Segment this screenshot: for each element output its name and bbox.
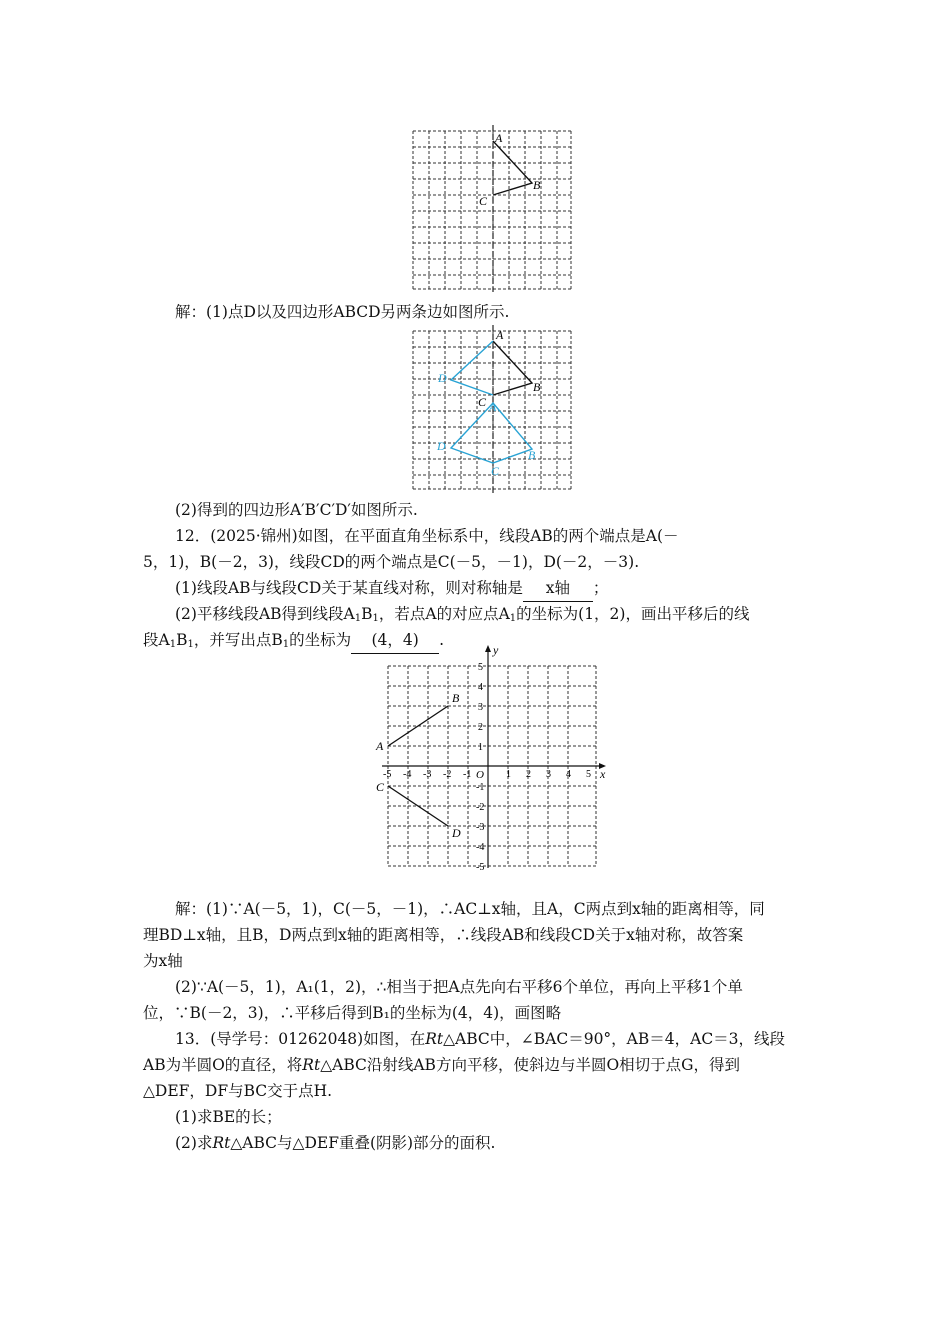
coordinate-graph [372, 640, 617, 870]
text: (2)平移线段AB得到线段A [175, 605, 355, 623]
q11-solution-2: (2)得到的四边形A′B′C′D′如图所示. [175, 501, 418, 519]
x-tick: -1 [463, 769, 472, 780]
y-tick: -1 [476, 782, 485, 793]
q12-part1-answer: x轴 [523, 575, 593, 602]
label-B2: B [528, 448, 536, 462]
label-D2: D [437, 439, 446, 453]
segment-ABC [493, 141, 532, 195]
text: ，并写出点B [193, 631, 283, 649]
x-tick: 4 [566, 769, 571, 780]
text: Rt [212, 1134, 231, 1152]
text: △ABC沿射线AB方向平移，使斜边与半圆O相切于点G，得到 [320, 1056, 741, 1074]
point-A-label: A [376, 739, 384, 753]
q12-part2-line2: 段$A_1B_1$，并写出点$B_1$的坐标为 (4，4) . [143, 627, 808, 658]
subscript: 1 [509, 613, 517, 624]
text: Rt [302, 1056, 321, 1074]
q13-part1: (1)求BE的长； [175, 1108, 282, 1126]
text: 13．(导学号：01262048)如图，在 [175, 1030, 426, 1048]
x-tick: 1 [506, 769, 511, 780]
q13-stem-line3: △DEF，DF与BC交于点H. [143, 1082, 333, 1100]
q12-solution-line1: 解：(1)∵A(－5，1)，C(－5，－1)，∴AC⊥x轴，且A，C两点到x轴的距离相等，同 [175, 900, 765, 918]
x-tick: 3 [546, 769, 551, 780]
subscript: 1 [187, 639, 194, 650]
origin-label: O [476, 769, 484, 781]
label-A2: A [489, 400, 497, 414]
subscript: 1 [282, 639, 290, 650]
subscript: 1 [372, 613, 379, 624]
q12-stem-line1: 12．(2025·锦州)如图，在平面直角坐标系中，线段AB的两个端点是A(－ [175, 527, 679, 545]
text: 的坐标为(1，2)，画出平移后的线 [516, 605, 750, 623]
text: AB为半圆O的直径，将 [143, 1056, 303, 1074]
y-tick: -2 [476, 802, 485, 813]
x-tick: -5 [383, 769, 392, 780]
label-C2: C [491, 464, 500, 478]
label-A: A [495, 131, 503, 145]
x-tick: 5 [586, 769, 591, 780]
q13-part2 [175, 1130, 840, 1156]
subscript: 1 [169, 639, 177, 650]
y-tick: 5 [478, 662, 483, 673]
figure-grid-2 [405, 325, 575, 495]
q12-solution-line3: 为x轴 [143, 952, 183, 970]
label-B: B [533, 178, 541, 192]
text: ，若点A的对应点A [378, 605, 510, 623]
q12-part2-answer: (4，4) [351, 627, 439, 654]
y-tick: -3 [476, 822, 485, 833]
q12-stem-line2: 5，1)，B(－2，3)，线段CD的两个端点是C(－5，－1)，D(－2，－3). [143, 553, 640, 571]
segment-ABC [493, 341, 532, 395]
text: 的坐标为 [289, 631, 352, 649]
figure-grid-1 [405, 125, 575, 292]
label-A: A [496, 328, 504, 342]
y-tick: -4 [476, 842, 485, 853]
label-C: C [479, 194, 488, 208]
point-B-label: B [452, 691, 460, 705]
x-tick: -2 [443, 769, 452, 780]
text: (2)求 [175, 1134, 213, 1152]
y-axis-label: y [493, 643, 499, 657]
label-C: C [478, 395, 487, 409]
text: △ABC与△DEF重叠(阴影)部分的面积. [230, 1134, 496, 1152]
y-tick: 2 [478, 722, 483, 733]
text: B [361, 605, 373, 623]
x-tick: -3 [423, 769, 432, 780]
text: △ABC中，∠BAC＝90°，AB＝4，AC＝3，线段 [443, 1030, 786, 1048]
x-tick: 2 [526, 769, 531, 780]
q12-solution-line4: (2)∵A(－5，1)，A₁(1，2)，∴相当于把A点先向右平移6个单位，再向上平移1个单 [175, 978, 743, 996]
q13-stem-line1 [175, 1026, 840, 1052]
y-tick: -5 [476, 862, 485, 870]
text: B [176, 631, 188, 649]
q12-part1-text: (1)线段AB与线段CD关于某直线对称，则对称轴是 [175, 579, 523, 597]
point-D-label: D [452, 826, 461, 840]
y-tick: 1 [478, 742, 483, 753]
text: Rt [425, 1030, 444, 1048]
text: 段A [143, 631, 170, 649]
y-tick: 3 [478, 702, 483, 713]
q12-solution-line5: 位，∵B(－2，3)，∴平移后得到B₁的坐标为(4，4)，画图略 [143, 1004, 562, 1022]
point-C-label: C [376, 780, 385, 794]
segment-CDA-cyan [451, 341, 493, 395]
x-tick: -4 [403, 769, 412, 780]
subscript: 1 [354, 613, 362, 624]
y-tick: 4 [478, 682, 483, 693]
q11-solution-1: 解：(1)点D以及四边形ABCD另两条边如图所示. [175, 303, 510, 321]
label-D: D [438, 371, 447, 385]
x-axis-label: x [600, 767, 606, 781]
q13-stem-line2 [143, 1052, 808, 1078]
q12-solution-line2: 理BD⊥x轴，且B，D两点到x轴的距离相等，∴线段AB和线段CD关于x轴对称，故答案 [143, 926, 744, 944]
q12-part1: (1)线段AB与线段CD关于某直线对称，则对称轴是 x轴 ； [175, 575, 840, 602]
label-B: B [533, 380, 541, 394]
